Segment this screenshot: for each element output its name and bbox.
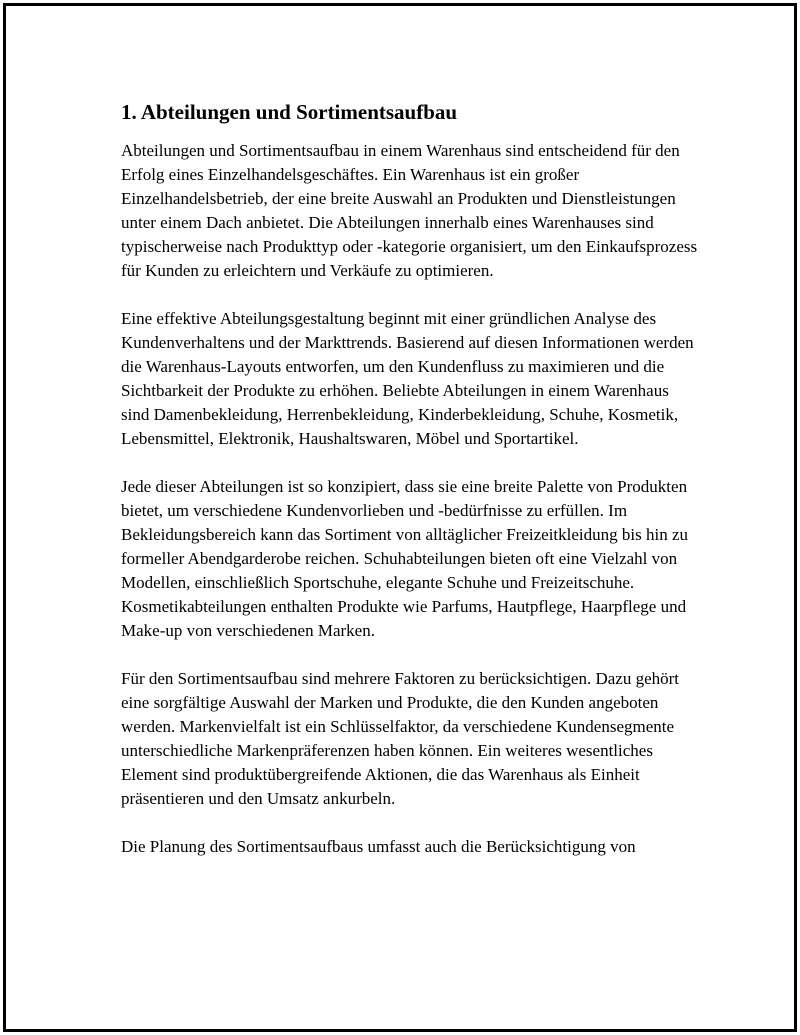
section-heading: 1. Abteilungen und Sortimentsaufbau — [121, 100, 458, 124]
document-body — [121, 99, 701, 883]
paragraph-5: Die Planung des Sortimentsaufbaus umfasst auch die Berücksichtigung von — [121, 837, 636, 856]
page-frame — [3, 3, 797, 1032]
paragraph-2: Eine effektive Abteilungsgestaltung beginnt mit einer gründlichen Analyse des Kundenverhaltens und der Markttrends. Basierend auf diesen Informationen werden die Warenhaus-Layouts entworfen, um den Kundenfluss zu maximieren und die Sichtbarkeit der Produkte zu erhöhen. Beliebte Abteilungen in einem Warenhaus sind Damenbekleidung, Herrenbekleidung, Kinderbekleidung, Schuhe, Kosmetik, Lebensmittel, Elektronik, Haushaltswaren, Möbel und Sportartikel. — [121, 309, 694, 448]
paragraph-4: Für den Sortimentsaufbau sind mehrere Faktoren zu berücksichtigen. Dazu gehört eine sorgfältige Auswahl der Marken und Produkte, die den Kunden angeboten werden. Markenvielfalt ist ein Schlüsselfaktor, da verschiedene Kundensegmente unterschiedliche Markenpräferenzen haben können. Ein weiteres wesentliches Element sind produktübergreifende Aktionen, die das Warenhaus als Einheit präsentieren und den Umsatz ankurbeln. — [121, 669, 680, 808]
paragraph-1: Abteilungen und Sortimentsaufbau in einem Warenhaus sind entscheidend für den Erfolg eines Einzelhandelsgeschäftes. Ein Warenhaus ist ein großer Einzelhandelsbetrieb, der eine breite Auswahl an Produkten und Dienstleistungen unter einem Dach anbietet. Die Abteilungen innerhalb eines Warenhauses sind typischerweise nach Produkttyp oder -kategorie organisiert, um den Einkaufsprozess für Kunden zu erleichtern und Verkäufe zu optimieren. — [121, 141, 698, 280]
paragraph-3: Jede dieser Abteilungen ist so konzipiert, dass sie eine breite Palette von Produkten bietet, um verschiedene Kundenvorlieben und -bedürfnisse zu erfüllen. Im Bekleidungsbereich kann das Sortiment von alltäglicher Freizeitkleidung bis hin zu formeller Abendgarderobe reichen. Schuhabteilungen bieten oft eine Vielzahl von Modellen, einschließlich Sportschuhe, elegante Schuhe und Freizeitschuhe. Kosmetikabteilungen enthalten Produkte wie Parfums, Hautpflege, Haarpflege und Make-up von verschiedenen Marken. — [121, 477, 689, 640]
